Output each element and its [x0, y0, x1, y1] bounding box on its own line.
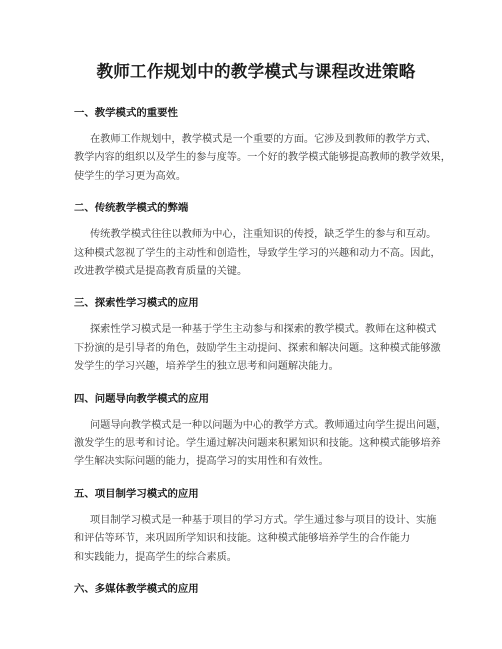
paragraph-line: 改进教学模式是提高教育质量的关键。 [74, 266, 248, 278]
section-body [74, 512, 442, 567]
section-heading: 五、项目制学习模式的应用 [74, 487, 199, 500]
paragraph-line: 使学生的学习更为高效。 [74, 170, 187, 182]
paragraph-line: 下扮演的是引导者的角色，鼓励学生主动提问、探索和解决问题。这种模式能够激 [74, 342, 441, 354]
section-5 [74, 486, 442, 567]
paragraph-line: 这种模式忽视了学生的主动性和创造性，导致学生学习的兴趣和动力不高。因此， [74, 247, 441, 259]
paragraph-line: 教学内容的组织以及学生的参与度等。一个好的教学模式能够提高教师的教学效果， [74, 152, 451, 164]
document-title: 教师工作规划中的教学模式与课程改进策略 [96, 62, 416, 81]
paragraph-line: 发学生的学习兴趣，培养学生的独立思考和问题解决能力。 [74, 361, 339, 373]
paragraph-line: 和实践能力，提高学生的综合素质。 [74, 551, 237, 563]
section-body [74, 321, 442, 376]
section-heading: 四、问题导向教学模式的应用 [74, 392, 210, 405]
paragraph-line: 探索性学习模式是一种基于学生主动参与和探索的教学模式。教师在这种模式 [90, 324, 437, 336]
section-2 [74, 200, 442, 281]
section-1 [74, 105, 451, 186]
document-sections [74, 105, 451, 597]
paragraph-line: 在教师工作规划中，教学模式是一个重要的方面。它涉及到教师的教学方式、 [90, 134, 437, 145]
section-heading: 六、多媒体教学模式的应用 [74, 583, 199, 596]
paragraph-line: 激发学生的思考和讨论。学生通过解决问题来积累知识和技能。这种模式能够培养 [74, 438, 441, 450]
section-6 [74, 581, 442, 597]
paragraph-line: 学生解决实际问题的能力，提高学习的实用性和有效性。 [74, 456, 329, 468]
section-body [74, 417, 447, 472]
section-heading: 二、传统教学模式的弊端 [74, 202, 189, 215]
section-4 [74, 391, 447, 472]
paragraph-line: 传统教学模式往往以教师为中心，注重知识的传授，缺乏学生的参与和互动。 [90, 229, 437, 241]
section-heading: 三、探索性学习模式的应用 [74, 297, 199, 310]
section-3 [74, 295, 442, 376]
paragraph-line: 问题导向教学模式是一种以问题为中心的教学方式。教师通过向学生提出问题， [90, 419, 447, 431]
section-body [74, 226, 442, 281]
section-heading: 一、教学模式的重要性 [74, 107, 178, 119]
section-body [74, 131, 451, 186]
paragraph-line: 项目制学习模式是一种基于项目的学习方式。学生通过参与项目的设计、实施 [90, 514, 437, 526]
paragraph-line: 和评估等环节，来巩固所学知识和技能。这种模式能够培养学生的合作能力 [74, 533, 411, 545]
